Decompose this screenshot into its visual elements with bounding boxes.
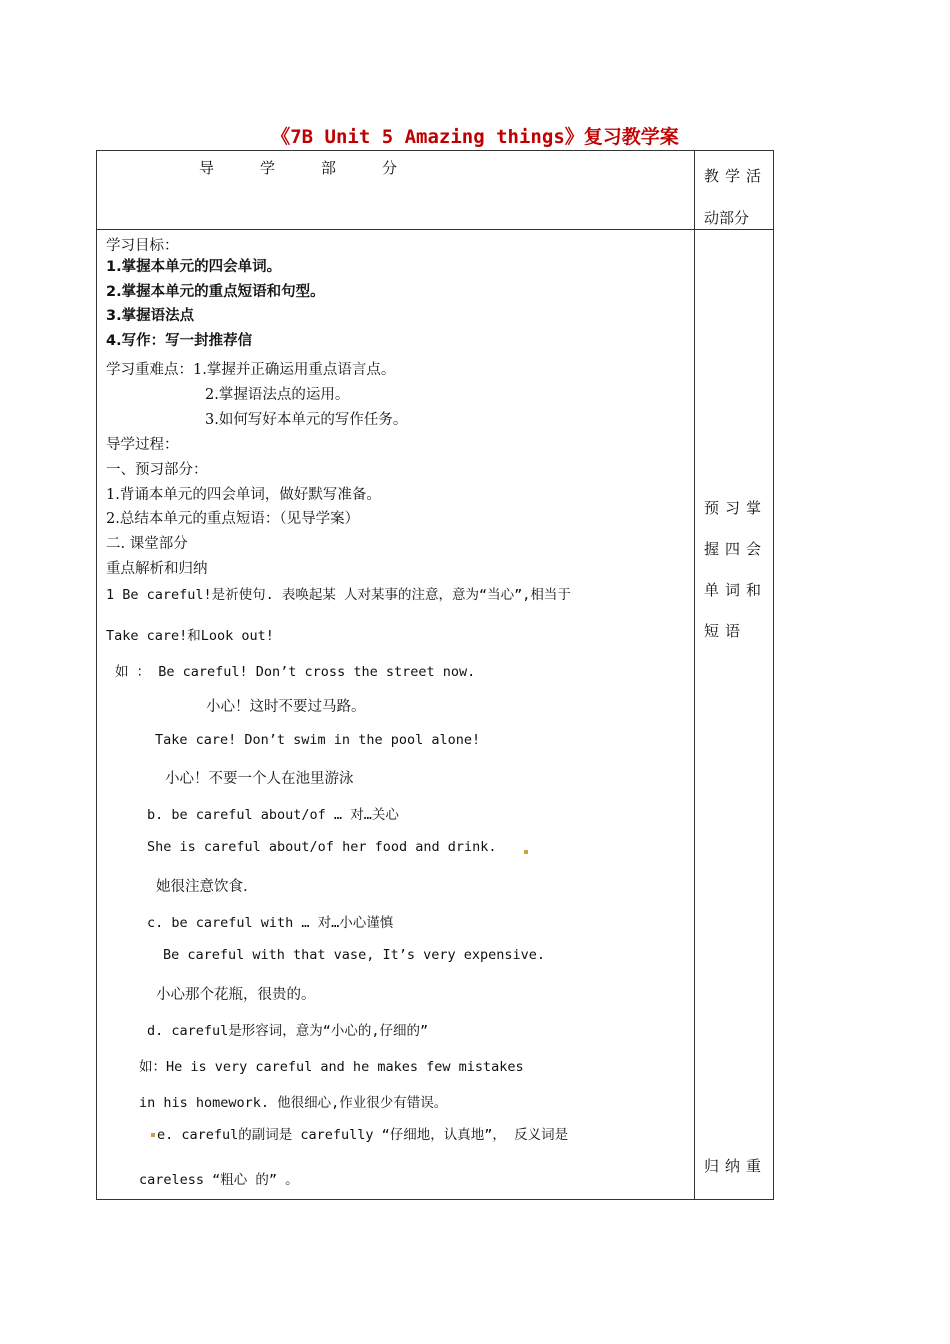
side-note-line: 握四会 [704,540,768,558]
content-line: 如：He is very careful and he makes few mistakes [139,1059,524,1075]
lesson-table [96,150,774,1200]
header-activity-line1: 教学活 [704,167,768,185]
side-note-preview [704,488,768,652]
side-note-summary: 归纳重 [704,1157,768,1175]
content-line: Take care!和Look out! [106,628,274,644]
header-activity-section [704,155,768,239]
column-divider [694,151,695,1199]
objectives-heading: 学习目标： [106,238,179,254]
process-heading: 导学过程： [106,437,179,453]
marker-dot [524,850,528,854]
preview-heading: 一、预习部分： [106,462,208,478]
objective-item: 2.掌握本单元的重点短语和句型。 [106,284,325,300]
objective-item: 1.掌握本单元的四会单词。 [106,259,282,275]
difficulty-line: 学习重难点：1.掌握并正确运用重点语言点。 [106,362,396,378]
marker-dot [151,1133,155,1137]
content-line: 如 ： Be careful! Don’t cross the street now. [115,664,476,680]
difficulty-line: 2.掌握语法点的运用。 [205,387,350,403]
side-note-line: 单词和 [704,581,768,599]
objective-item: 3.掌握语法点 [106,308,195,324]
content-line: b. be careful about/of … 对…关心 [147,807,399,823]
header-activity-line2: 动部分 [704,209,750,227]
content-line: 她很注意饮食. [156,879,248,895]
content-line: d. careful是形容词，意为“小心的,仔细的” [147,1023,429,1039]
page-title: 《7B Unit 5 Amazing things》复习教学案 [271,126,679,148]
difficulty-line: 3.如何写好本单元的写作任务。 [205,412,408,428]
content-line: c. be careful with … 对…小心谨慎 [147,915,394,931]
content-line: 小心！这时不要过马路。 [206,699,366,715]
content-line: Take care! Don’t swim in the pool alone! [155,732,481,748]
content-line: 小心！不要一个人在池里游泳 [165,771,354,787]
content-line: 1 Be careful!是祈使句. 表唤起某 人对某事的注意，意为“当心”,相当于 [106,587,571,603]
content-line: in his homework. 他很细心,作业很少有错误。 [139,1095,448,1111]
side-note-line: 短语 [704,622,747,640]
preview-item: 1.背诵本单元的四会单词，做好默写准备。 [106,487,381,503]
class-heading: 二. 课堂部分 [106,536,188,552]
header-guide-section: 导学部分 [199,159,444,177]
header-divider [97,229,773,230]
content-line: e. careful的副词是 carefully “仔细地，认真地”， 反义词是 [157,1127,569,1143]
side-note-line: 预习掌 [704,499,768,517]
content-line: careless “粗心 的” 。 [139,1172,299,1188]
analysis-heading: 重点解析和归纳 [106,561,208,577]
objective-item: 4.写作：写一封推荐信 [106,333,253,349]
content-line: Be careful with that vase, It’s very expensive. [163,947,546,963]
content-line: 小心那个花瓶，很贵的。 [156,987,316,1003]
preview-item: 2.总结本单元的重点短语：（见导学案） [106,511,360,527]
content-line: She is careful about/of her food and drink. [147,839,497,855]
